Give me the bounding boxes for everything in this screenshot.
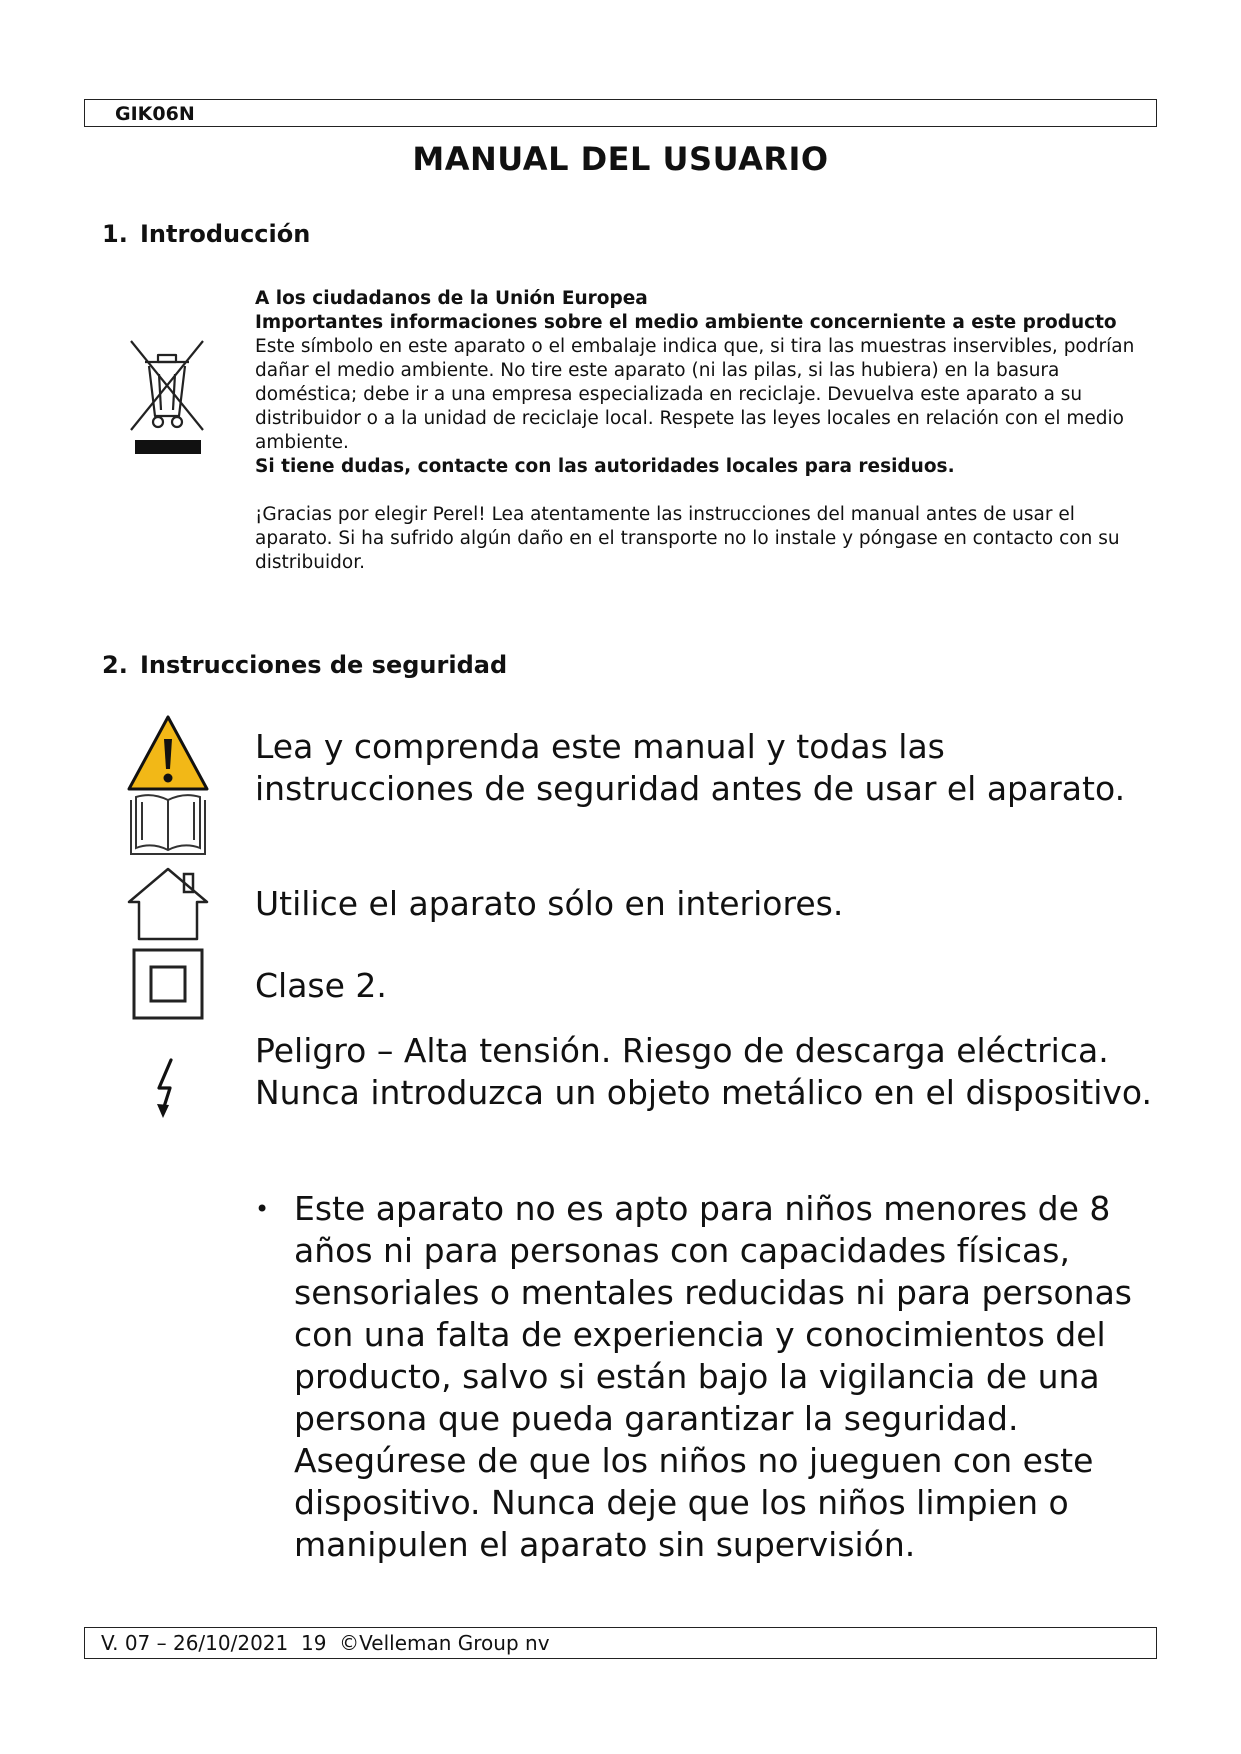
safety-text-high-voltage: Peligro – Alta tensión. Riesgo de descarga eléctrica. Nunca introduzca un objeto metálico en el dispositivo. (255, 1031, 1152, 1112)
warning-read-manual-icon (126, 714, 210, 856)
intro-heading-eu-citizens: A los ciudadanos de la Unión Europea (255, 288, 648, 309)
safety-text-read-manual: Lea y comprenda este manual y todas las instrucciones de seguridad antes de usar el aparato. (255, 727, 1126, 808)
section-heading-seguridad (102, 651, 507, 679)
section-title: Instrucciones de seguridad (140, 651, 508, 679)
intro-thanks: ¡Gracias por elegir Perel! Lea atentamente las instrucciones del manual antes de usar el aparato. Si ha sufrido algún daño en el transporte no lo instale y póngase en contacto con su distribuidor. (255, 504, 1120, 573)
high-voltage-icon (154, 1058, 182, 1122)
safety-bullet-list (255, 1188, 1155, 1566)
product-code: GIK06N (115, 103, 195, 125)
header-box (84, 99, 1157, 127)
class-2-double-square-icon (132, 948, 204, 1020)
intro-doubts: Si tiene dudas, contacte con las autoridades locales para residuos. (255, 456, 955, 477)
list-item (255, 1188, 1155, 1566)
safety-text-class-2: Clase 2. (255, 966, 387, 1005)
indoor-house-icon (126, 866, 210, 942)
safety-text-indoor: Utilice el aparato sólo en interiores. (255, 884, 844, 923)
weee-crossed-bin-icon (125, 338, 210, 456)
footer-text (101, 1631, 550, 1655)
section-heading-introduccion (102, 220, 310, 248)
footer-copyright: ©Velleman Group nv (339, 1631, 550, 1655)
footer-box (84, 1627, 1157, 1659)
section-title: Introducción (140, 220, 311, 248)
footer-page-number: 19 (300, 1631, 327, 1655)
intro-body: Este símbolo en este aparato o el embalaje indica que, si tira las muestras inservibles, podrían dañar el medio ambiente. No tire este aparato (ni las pilas, si las hubiera) en la basura doméstica; debe ir a una empresa especializada en reciclaje. Devuelva este aparato a su distribuidor o a la unidad de reciclaje local. Respete las leyes locales en relación con el medio ambiente. (255, 336, 1135, 453)
intro-text (255, 287, 1135, 575)
section-number: 1. (102, 220, 128, 248)
section-number: 2. (102, 651, 128, 679)
bullet-text-children: Este aparato no es apto para niños menores de 8 años ni para personas con capacidades físicas, sensoriales o mentales reducidas ni para personas con una falta de experiencia y conocimientos del producto, salvo si están bajo la vigilancia de una persona que pueda garantizar la seguridad. Asegúrese de que los niños no jueguen con este dispositivo. Nunca deje que los niños limpien o manipulen el aparato sin supervisión. (294, 1189, 1132, 1564)
intro-heading-environment: Importantes informaciones sobre el medio ambiente concerniente a este producto (255, 312, 1117, 333)
bullet-marker: • (255, 1195, 270, 1223)
page-title: MANUAL DEL USUARIO (412, 140, 829, 178)
footer-version: V. 07 – 26/10/2021 (101, 1631, 289, 1655)
